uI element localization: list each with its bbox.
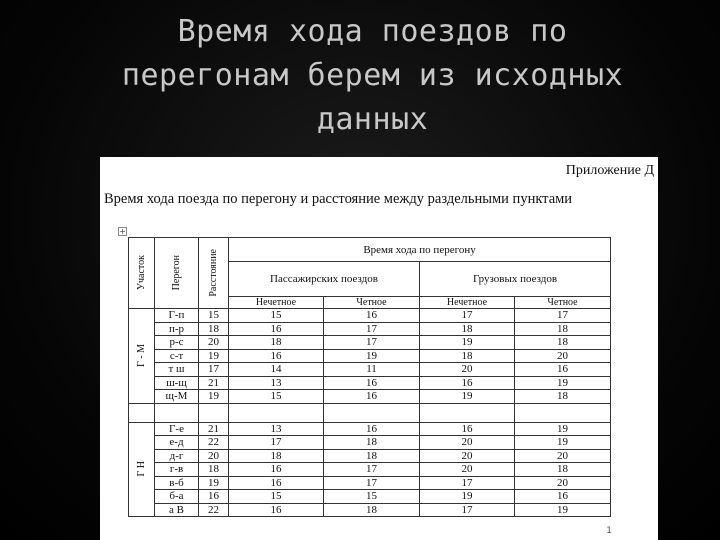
cell-stage: е-д [155,436,199,450]
slide-title-line-3: данных [316,102,429,137]
header-stage: Перегон [155,238,199,309]
cell-f-odd: 16 [420,376,515,390]
page-mark: 1 [606,526,612,536]
cell-f-odd: 18 [420,322,515,336]
cell-f-even: 20 [515,476,611,490]
cell-p-even: 17 [324,336,420,350]
cell-p-odd: 16 [229,349,324,363]
empty-cell [420,403,515,422]
cell-f-odd: 19 [420,390,515,404]
cell-p-even: 18 [324,449,420,463]
cell-f-even: 19 [515,436,611,450]
cell-p-even: 19 [324,349,420,363]
section-gap-row [129,403,611,422]
cell-p-odd: 15 [229,309,324,323]
table-row [129,363,611,377]
empty-cell [324,403,420,422]
table-row [129,422,611,436]
cell-dist: 21 [199,422,229,436]
cell-dist: 22 [199,436,229,450]
cell-p-odd: 17 [229,436,324,450]
table-row [129,503,611,517]
cell-dist: 15 [199,309,229,323]
cell-f-even: 19 [515,503,611,517]
header-passenger-odd: Нечетное [229,297,324,309]
empty-cell [199,403,229,422]
cell-f-odd: 17 [420,476,515,490]
table-row [129,436,611,450]
cell-stage: р-с [155,336,199,350]
cell-dist: 18 [199,463,229,477]
header-freight-odd: Нечетное [420,297,515,309]
cell-f-odd: 18 [420,349,515,363]
cell-stage: в-б [155,476,199,490]
table-row [129,376,611,390]
table-row [129,349,611,363]
cell-f-even: 16 [515,363,611,377]
cell-stage: щ-М [155,390,199,404]
cell-dist: 18 [199,322,229,336]
cell-f-even: 18 [515,336,611,350]
cell-p-even: 17 [324,476,420,490]
cell-stage: Г-е [155,422,199,436]
cell-p-odd: 15 [229,490,324,504]
cell-f-odd: 20 [420,363,515,377]
cell-f-odd: 17 [420,503,515,517]
cell-stage: б-а [155,490,199,504]
header-travel-time: Время хода по перегону [229,238,611,262]
cell-f-odd: 17 [420,309,515,323]
slide-title-line-1: Время хода поездов по [177,14,568,49]
cell-p-even: 11 [324,363,420,377]
cell-stage: т ш [155,363,199,377]
cell-f-odd: 19 [420,336,515,350]
table-row [129,322,611,336]
cell-dist: 20 [199,336,229,350]
table-row [129,449,611,463]
cell-dist: 16 [199,490,229,504]
cell-p-odd: 13 [229,376,324,390]
section-name-cell: Г - М [129,309,155,404]
table-row [129,309,611,323]
cell-f-even: 20 [515,449,611,463]
cell-stage: д-г [155,449,199,463]
cell-f-odd: 20 [420,449,515,463]
cell-f-even: 16 [515,490,611,504]
table-row [129,463,611,477]
cell-stage: с-т [155,349,199,363]
travel-time-table [128,237,611,517]
cell-f-even: 18 [515,463,611,477]
cell-stage: г-в [155,463,199,477]
table-row [129,490,611,504]
cell-f-odd: 20 [420,463,515,477]
slide-title-line-2: перегонам берем из исходных [121,58,624,93]
cell-p-even: 15 [324,490,420,504]
cell-f-even: 18 [515,322,611,336]
table-row [129,336,611,350]
cell-stage: ш-щ [155,376,199,390]
cell-p-even: 16 [324,309,420,323]
scanned-document [100,157,658,540]
cell-dist: 19 [199,390,229,404]
cell-dist: 20 [199,449,229,463]
cell-stage: а В [155,503,199,517]
slide-title [60,10,685,142]
cell-dist: 22 [199,503,229,517]
cell-f-even: 17 [515,309,611,323]
cell-p-odd: 16 [229,322,324,336]
cell-f-even: 20 [515,349,611,363]
cell-p-even: 16 [324,422,420,436]
cell-stage: п-р [155,322,199,336]
header-distance: Расстояние [199,238,229,309]
cell-p-even: 18 [324,503,420,517]
cell-p-odd: 16 [229,463,324,477]
empty-cell [129,403,155,422]
cell-f-odd: 16 [420,422,515,436]
cell-p-odd: 13 [229,422,324,436]
header-section: Участок [129,238,155,309]
empty-cell [229,403,324,422]
empty-cell [155,403,199,422]
table-row [129,476,611,490]
cell-p-even: 18 [324,436,420,450]
cell-p-even: 16 [324,376,420,390]
header-freight-even: Четное [515,297,611,309]
cell-f-odd: 19 [420,490,515,504]
cell-p-odd: 14 [229,363,324,377]
cell-dist: 19 [199,476,229,490]
cell-p-even: 17 [324,463,420,477]
header-passenger-even: Четное [324,297,420,309]
cell-p-odd: 16 [229,476,324,490]
empty-cell [515,403,611,422]
cell-dist: 17 [199,363,229,377]
cell-dist: 21 [199,376,229,390]
table-move-handle-icon: + [119,227,126,236]
cell-p-even: 17 [324,322,420,336]
cell-f-even: 19 [515,376,611,390]
table-row [129,390,611,404]
cell-stage: Г-п [155,309,199,323]
appendix-label: Приложение Д [565,163,654,178]
header-freight: Грузовых поездов [420,262,611,297]
cell-p-odd: 18 [229,449,324,463]
cell-p-odd: 15 [229,390,324,404]
cell-f-even: 19 [515,422,611,436]
cell-p-odd: 16 [229,503,324,517]
cell-f-even: 18 [515,390,611,404]
document-heading: Время хода поезда по перегону и расстояние между раздельными пунктами [104,191,573,207]
section-name-cell: Г Н [129,422,155,517]
header-passenger: Пассажирских поездов [229,262,420,297]
cell-f-odd: 20 [420,436,515,450]
cell-p-even: 16 [324,390,420,404]
cell-p-odd: 18 [229,336,324,350]
cell-dist: 19 [199,349,229,363]
